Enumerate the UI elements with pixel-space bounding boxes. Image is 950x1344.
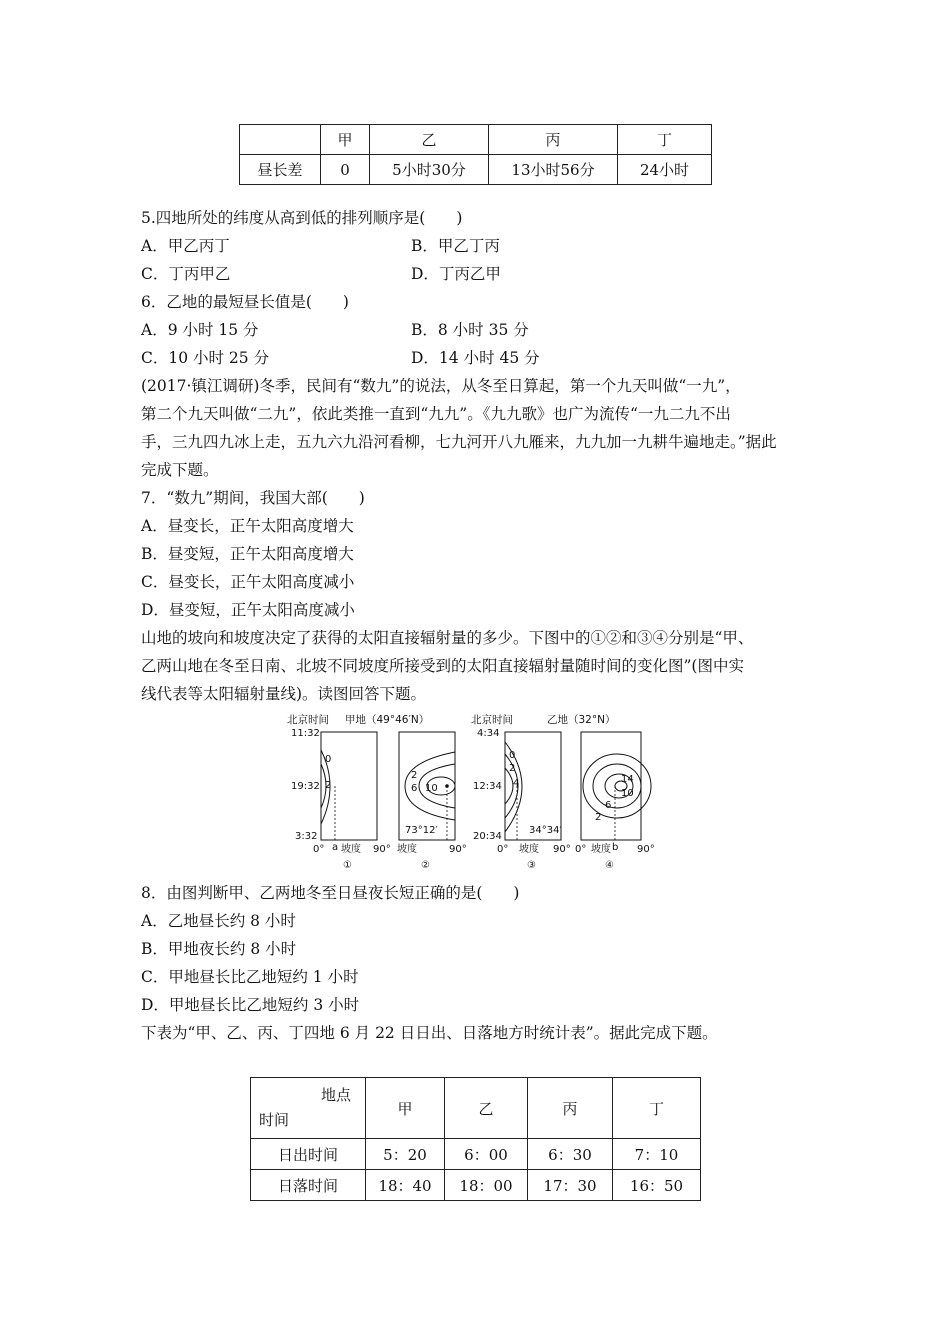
axis-label: 90° — [553, 844, 571, 855]
table-cell: 丁 — [618, 125, 712, 155]
passage-line: 手，三九四九冰上走，五九六九沿河看柳，七九河开八九雁来，九九加一九耕牛遍地走。”据此 — [141, 433, 777, 451]
table-cell: 丙 — [489, 125, 618, 155]
q6-option-c: C．10 小时 25 分 — [141, 349, 270, 367]
panel-number: ② — [421, 860, 430, 871]
q5-stem: 5.四地所处的纬度从高到低的排列顺序是( ) — [141, 209, 463, 227]
right-title: 乙地（32°N） — [547, 714, 616, 726]
contour-label: 2 — [411, 770, 418, 781]
q5-option-c: C．丁丙甲乙 — [141, 265, 231, 283]
q5-option-b: B．甲乙丁丙 — [411, 237, 500, 255]
axis-label: 90° — [449, 844, 467, 855]
q7-option-b: B．昼变短，正午太阳高度增大 — [141, 545, 354, 563]
time-label: 3:32 — [295, 831, 318, 842]
day-length-difference-table — [239, 124, 712, 185]
sunrise-sunset-table — [250, 1077, 701, 1201]
table-cell: 17：30 — [528, 1170, 613, 1201]
table-row — [240, 155, 712, 185]
table-row — [251, 1078, 701, 1139]
q8-stem: 8．由图判断甲、乙两地冬至日昼夜长短正确的是( ) — [141, 884, 520, 902]
point-label: b — [612, 842, 619, 853]
right-axis-title: 北京时间 — [471, 714, 513, 726]
q7-option-c: C．昼变长，正午太阳高度减小 — [141, 573, 355, 591]
passage-line: (2017·镇江调研)冬季，民间有“数九”的说法，从冬至日算起，第一个九天叫做“一九”， — [141, 377, 741, 395]
q8-option-b: B．甲地夜长约 8 小时 — [141, 940, 297, 958]
x-axis-labels — [313, 842, 655, 855]
table-cell: 18：00 — [445, 1170, 528, 1201]
table-cell: 5小时30分 — [370, 155, 489, 185]
q5-option-a: A．甲乙丙丁 — [141, 237, 230, 255]
table-cell: 丁 — [613, 1078, 701, 1139]
left-axis-title: 北京时间 — [287, 714, 329, 726]
panel-4 — [581, 732, 651, 853]
table-corner-cell — [251, 1078, 366, 1139]
q6-option-a: A．9 小时 15 分 — [141, 321, 259, 339]
passage-line: 下表为“甲、乙、丙、丁四地 6 月 22 日日出、日落地方时统计表”。据此完成下题。 — [141, 1024, 718, 1042]
contour-label: 2 — [595, 812, 602, 823]
contour-label: 6 — [605, 800, 612, 811]
table-cell: 甲 — [366, 1078, 445, 1139]
contour-label: 14 — [621, 774, 634, 785]
table-cell: 18：40 — [366, 1170, 445, 1201]
table-cell: 0 — [321, 155, 370, 185]
q6-option-b: B．8 小时 35 分 — [411, 321, 529, 339]
axis-label: 0° — [313, 844, 325, 855]
panel-number: ④ — [605, 860, 614, 871]
passage-line: 乙两山地在冬至日南、北坡不同坡度所接受到的太阳直接辐射量随时间的变化图”(图中实 — [141, 657, 744, 675]
table-cell: 乙 — [445, 1078, 528, 1139]
table-cell — [240, 125, 321, 155]
panel-numbers — [343, 860, 614, 871]
passage-line: 线代表等太阳辐射量线)。读图回答下题。 — [141, 685, 427, 703]
q8-option-d: D．甲地昼长比乙地短约 3 小时 — [141, 996, 360, 1014]
point-label: a — [332, 842, 339, 853]
time-label: 19:32 — [291, 781, 320, 792]
time-label: 12:34 — [473, 781, 502, 792]
table-row — [251, 1139, 701, 1170]
axis-label: 坡度 — [341, 844, 361, 855]
table-cell: 乙 — [370, 125, 489, 155]
q5-option-d: D．丁丙乙甲 — [411, 265, 501, 283]
contour-label: 0 — [509, 750, 516, 761]
table-cell: 甲 — [321, 125, 370, 155]
q6-option-d: D．14 小时 45 分 — [411, 349, 540, 367]
solar-radiation-diagram — [285, 712, 665, 872]
contour-label: 2 — [509, 763, 516, 774]
time-label: 20:34 — [473, 831, 502, 842]
axis-label: 坡度 — [591, 844, 611, 855]
axis-label: 0° — [497, 844, 509, 855]
table-cell: 7：10 — [613, 1139, 701, 1170]
contour-label: 10 — [621, 788, 634, 799]
passage-line: 完成下题。 — [141, 461, 219, 479]
q8-option-c: C．甲地昼长比乙地短约 1 小时 — [141, 968, 359, 986]
contour-label: 10 — [425, 783, 438, 794]
table-cell: 16：50 — [613, 1170, 701, 1201]
panel-3 — [505, 732, 562, 840]
axis-label: 90° — [373, 844, 391, 855]
passage-line: 第二个九天叫做“二九”，依此类推一直到“九九”。《九九歌》也广为流传“一九二九不出 — [141, 405, 731, 423]
q6-stem: 6．乙地的最短昼长值是( ) — [141, 293, 349, 311]
axis-label: 坡度 — [519, 844, 539, 855]
table-cell: 昼长差 — [240, 155, 321, 185]
angle-label: 73°12′ — [405, 825, 438, 836]
axis-label: 0° — [575, 844, 587, 855]
table-cell: 13小时56分 — [489, 155, 618, 185]
table-cell: 24小时 — [618, 155, 712, 185]
table-cell: 6：00 — [445, 1139, 528, 1170]
table-cell: 5：20 — [366, 1139, 445, 1170]
contour-label: 6 — [411, 783, 418, 794]
table-cell: 丙 — [528, 1078, 613, 1139]
q7-option-a: A．昼变长，正午太阳高度增大 — [141, 517, 354, 535]
q8-option-a: A．乙地昼长约 8 小时 — [141, 912, 296, 930]
table-cell: 日出时间 — [251, 1139, 366, 1170]
corner-top-label: 地点 — [320, 1086, 351, 1104]
table-row — [240, 125, 712, 155]
left-title: 甲地（49°46′N） — [345, 714, 430, 726]
contour-label: 2 — [325, 780, 332, 791]
table-cell: 日落时间 — [251, 1170, 366, 1201]
time-label: 4:34 — [477, 728, 500, 739]
panel-2 — [399, 732, 455, 840]
panel-1 — [321, 732, 377, 853]
corner-bottom-label: 时间 — [259, 1111, 290, 1129]
q7-option-d: D．昼变短，正午太阳高度减小 — [141, 601, 355, 619]
q7-stem: 7．“数九”期间，我国大部( ) — [141, 489, 365, 507]
contour-label: 4 — [513, 778, 520, 789]
panel-number: ① — [343, 860, 352, 871]
contour-label: 0 — [325, 754, 332, 765]
axis-label: 坡度 — [397, 844, 417, 855]
table-row — [251, 1170, 701, 1201]
angle-label: 34°34′ — [529, 825, 562, 836]
table-cell: 6：30 — [528, 1139, 613, 1170]
panel-number: ③ — [527, 860, 536, 871]
passage-line: 山地的坡向和坡度决定了获得的太阳直接辐射量的多少。下图中的①②和③④分别是“甲、 — [141, 629, 754, 647]
time-label: 11:32 — [291, 728, 320, 739]
axis-label: 90° — [637, 844, 655, 855]
